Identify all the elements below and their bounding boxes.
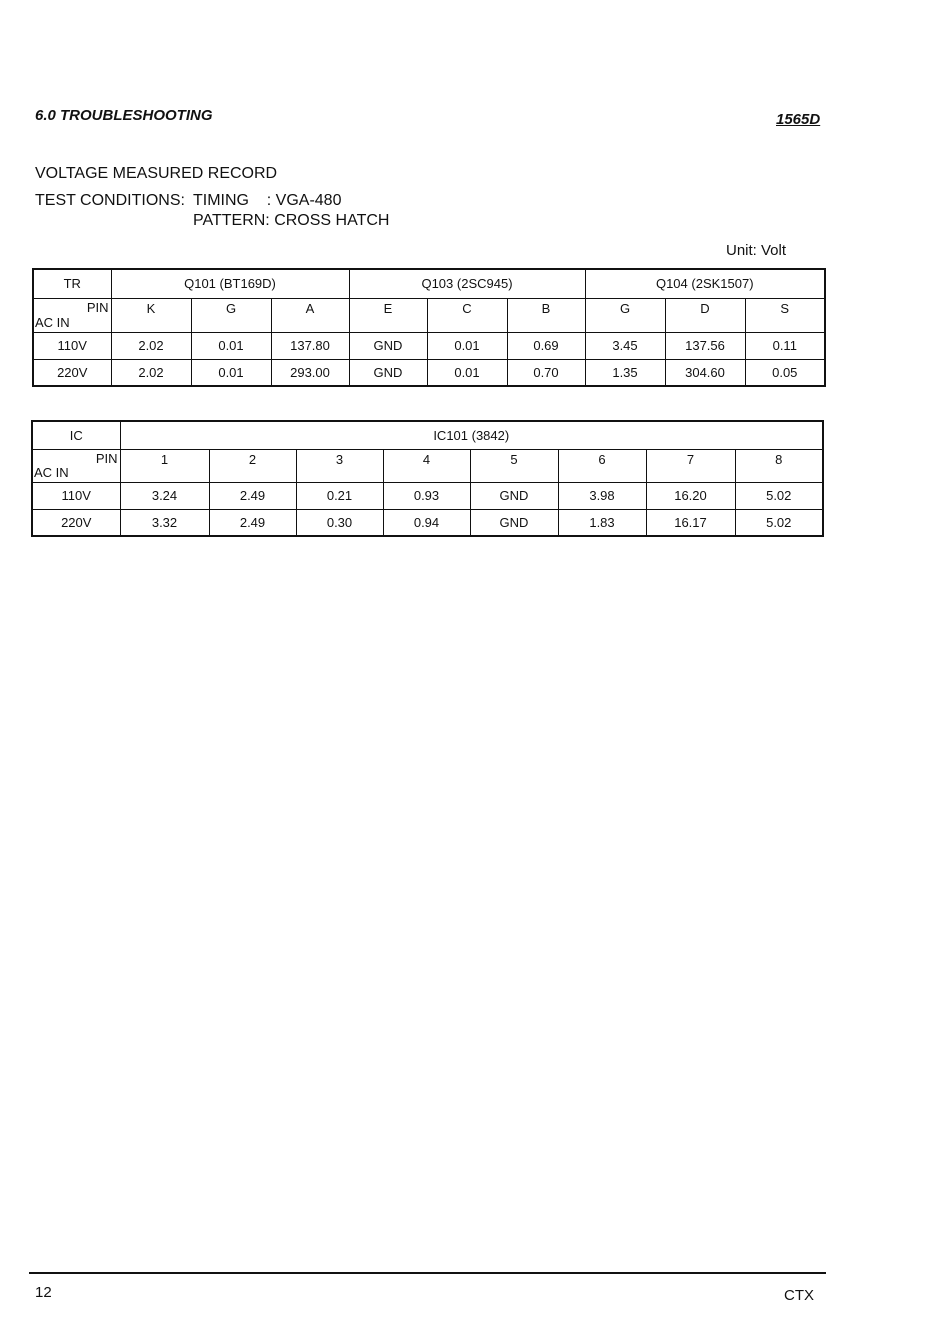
record-heading: VOLTAGE MEASURED RECORD — [35, 165, 278, 182]
table-cell: GND — [349, 359, 427, 386]
table-cell: 2.02 — [111, 359, 191, 386]
page-number: 12 — [35, 1284, 52, 1301]
group-header-q104: Q104 (2SK1507) — [585, 269, 825, 298]
table-cell: 304.60 — [665, 359, 745, 386]
table-cell: 1.35 — [585, 359, 665, 386]
pin-header: 3 — [296, 449, 383, 482]
unit-label: Unit: Volt — [726, 242, 787, 259]
table-cell: 3.98 — [558, 482, 646, 509]
pin-header: 7 — [646, 449, 735, 482]
pin-header: 6 — [558, 449, 646, 482]
table-cell: 2.49 — [209, 482, 296, 509]
table-corner-header: IC — [32, 421, 120, 449]
table-cell: 0.21 — [296, 482, 383, 509]
table-cell: 0.01 — [191, 359, 271, 386]
table-cell: 0.93 — [383, 482, 470, 509]
table-cell: 0.05 — [745, 359, 825, 386]
table-cell: 16.20 — [646, 482, 735, 509]
pin-header: E — [349, 298, 427, 332]
table-cell: 5.02 — [735, 482, 823, 509]
pin-header: 8 — [735, 449, 823, 482]
row-label: 110V — [33, 332, 111, 359]
table-cell: 137.80 — [271, 332, 349, 359]
section-title: 6.0 TROUBLESHOOTING — [35, 107, 213, 124]
table-cell: 0.01 — [427, 359, 507, 386]
row-label: 110V — [32, 482, 120, 509]
ic-voltage-table — [31, 420, 824, 537]
group-header-q101: Q101 (BT169D) — [111, 269, 349, 298]
pin-header: G — [585, 298, 665, 332]
table-cell: GND — [349, 332, 427, 359]
pin-label: PIN — [95, 450, 118, 466]
test-conditions — [35, 192, 341, 210]
table-cell: 0.69 — [507, 332, 585, 359]
pin-header: A — [271, 298, 349, 332]
pin-header: 1 — [120, 449, 209, 482]
pin-acin-header — [33, 298, 111, 332]
transistor-voltage-table — [32, 268, 826, 387]
table-cell: 2.02 — [111, 332, 191, 359]
footer-rule — [29, 1272, 826, 1274]
table-cell: 137.56 — [665, 332, 745, 359]
table-cell: GND — [470, 509, 558, 536]
table-cell: 3.32 — [120, 509, 209, 536]
group-header-ic101: IC101 (3842) — [120, 421, 823, 449]
table-cell: 1.83 — [558, 509, 646, 536]
pattern-line: PATTERN: CROSS HATCH — [193, 212, 390, 229]
table-cell: 16.17 — [646, 509, 735, 536]
table-cell: 3.45 — [585, 332, 665, 359]
pin-header: C — [427, 298, 507, 332]
pin-acin-header — [32, 449, 120, 482]
pin-label: PIN — [86, 299, 109, 315]
table-row — [33, 359, 825, 386]
table-cell: 293.00 — [271, 359, 349, 386]
table-cell: 0.30 — [296, 509, 383, 536]
table-cell: 5.02 — [735, 509, 823, 536]
table-cell: 0.11 — [745, 332, 825, 359]
pin-header: K — [111, 298, 191, 332]
group-header-q103: Q103 (2SC945) — [349, 269, 585, 298]
table-corner-header: TR — [33, 269, 111, 298]
table-cell: 0.94 — [383, 509, 470, 536]
model-code: 1565D — [776, 111, 821, 128]
timing-line: TIMING : VGA-480 — [193, 192, 342, 209]
table-cell: 0.70 — [507, 359, 585, 386]
table-cell: 0.01 — [191, 332, 271, 359]
pin-header: G — [191, 298, 271, 332]
row-label: 220V — [33, 359, 111, 386]
brand-name: CTX — [784, 1287, 814, 1304]
table-row — [33, 332, 825, 359]
table-cell: 2.49 — [209, 509, 296, 536]
table-row — [32, 482, 823, 509]
ac-in-label: AC IN — [34, 464, 69, 480]
pin-header: S — [745, 298, 825, 332]
table-cell: GND — [470, 482, 558, 509]
test-conditions-label: TEST CONDITIONS: — [35, 192, 185, 209]
table-row — [32, 509, 823, 536]
pin-header: B — [507, 298, 585, 332]
pin-header: 4 — [383, 449, 470, 482]
pin-header: 5 — [470, 449, 558, 482]
row-label: 220V — [32, 509, 120, 536]
ac-in-label: AC IN — [35, 314, 70, 330]
table-cell: 0.01 — [427, 332, 507, 359]
table-cell: 3.24 — [120, 482, 209, 509]
pin-header: D — [665, 298, 745, 332]
pin-header: 2 — [209, 449, 296, 482]
